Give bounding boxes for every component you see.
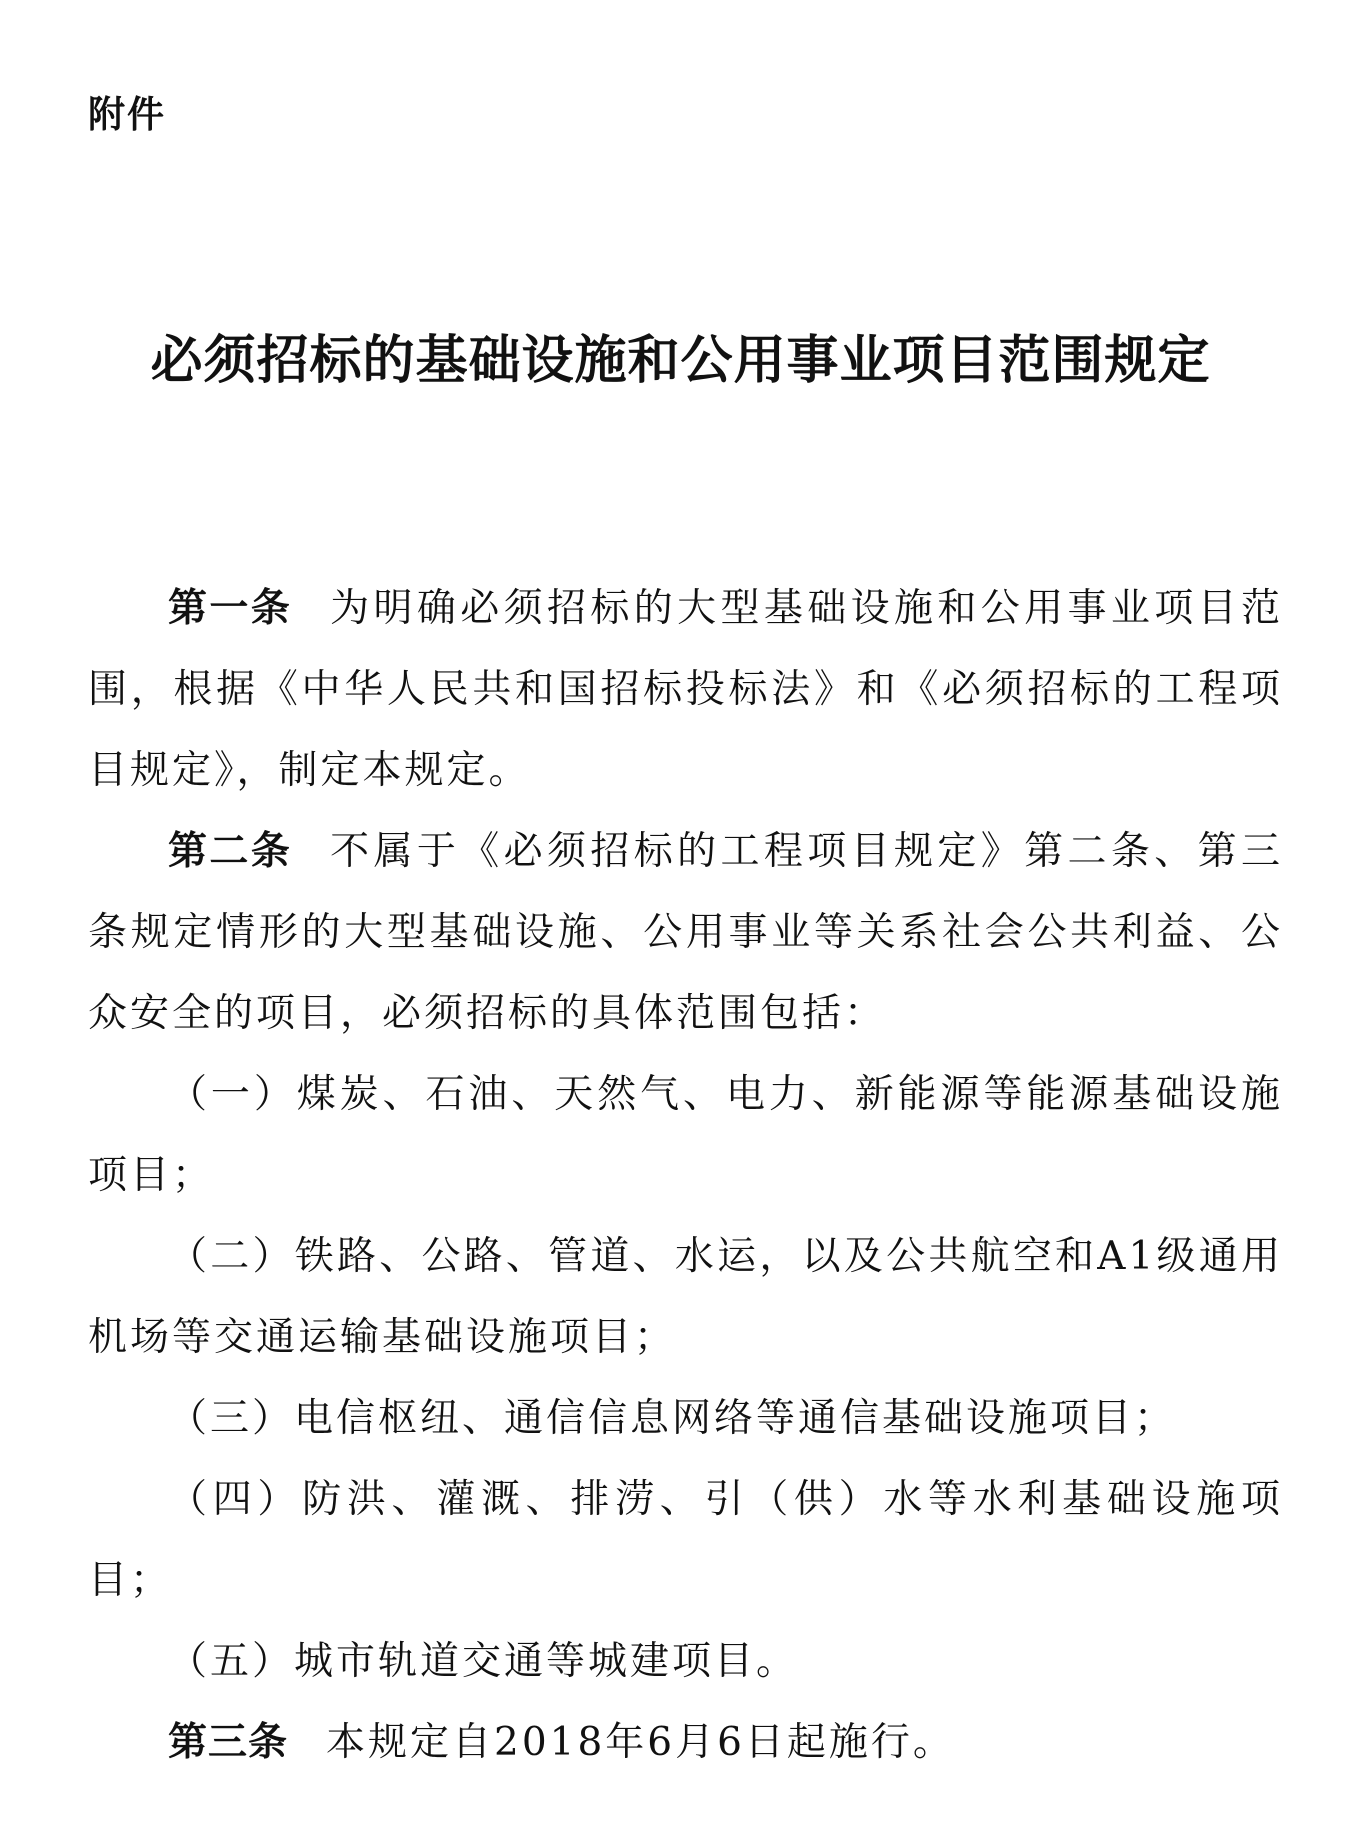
document-title: 必须招标的基础设施和公用事业项目范围规定 bbox=[150, 330, 1211, 391]
article-1-number: 第一条 bbox=[168, 586, 293, 631]
article-1-text: 为明确必须招标的大型基础设施和公用事业项目范围，根据《中华人民共和国招标投标法》和《必须招标的工程项目规定》，制定本规定。 bbox=[88, 586, 1283, 793]
attachment-label: 附件 bbox=[88, 93, 166, 136]
article-3-number: 第三条 bbox=[168, 1720, 289, 1765]
item-3: （三）电信枢纽、通信信息网络等通信基础设施项目； bbox=[168, 1396, 1177, 1441]
article-3 bbox=[88, 1702, 1283, 1783]
item-1: （一）煤炭、石油、天然气、电力、新能源等能源基础设施项目； bbox=[88, 1072, 1283, 1198]
article-2-text: 不属于《必须招标的工程项目规定》第二条、第三条规定情形的大型基础设施、公用事业等关系社会公共利益、公众安全的项目，必须招标的具体范围包括： bbox=[88, 829, 1283, 1036]
item-2: （二）铁路、公路、管道、水运，以及公共航空和A1级通用机场等交通运输基础设施项目； bbox=[88, 1234, 1283, 1360]
article-3-text: 本规定自2018年6月6日起施行。 bbox=[326, 1720, 955, 1765]
article-2-number: 第二条 bbox=[168, 829, 293, 874]
article-1 bbox=[88, 568, 1283, 811]
document-body bbox=[88, 568, 1283, 1783]
item-5: （五）城市轨道交通等城建项目。 bbox=[168, 1639, 799, 1684]
article-2 bbox=[88, 811, 1283, 1054]
item-4: （四）防洪、灌溉、排涝、引（供）水等水利基础设施项目； bbox=[88, 1477, 1283, 1603]
